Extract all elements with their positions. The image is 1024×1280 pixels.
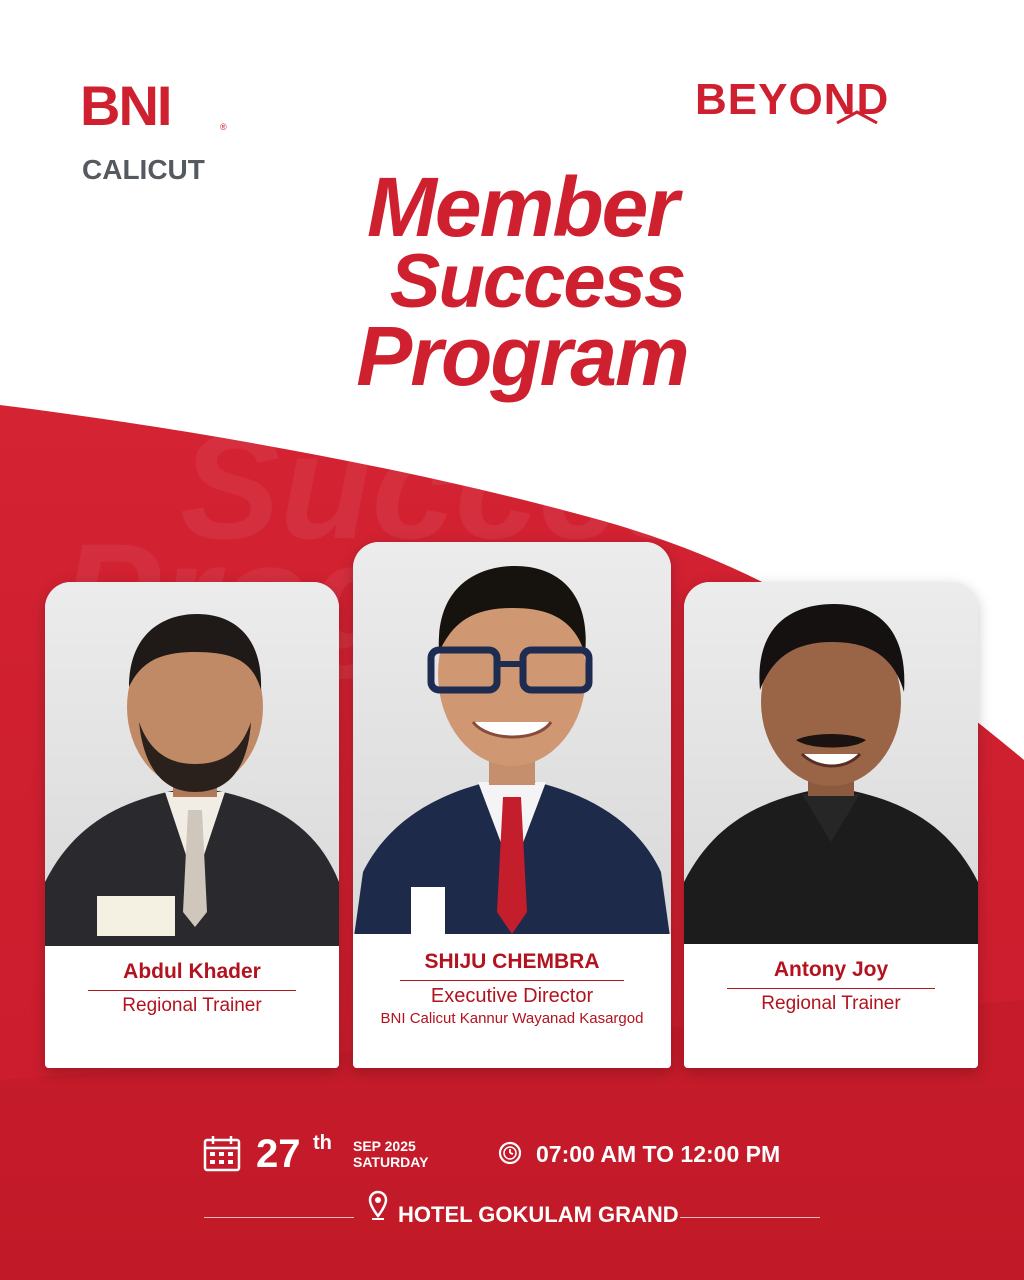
event-time: 07:00 AM TO 12:00 PM [536, 1141, 781, 1167]
speaker-photo [684, 582, 978, 954]
watermark-text: Success [180, 402, 789, 570]
event-day: 27 [256, 1132, 301, 1176]
clock-icon [498, 1141, 522, 1165]
event-weekday: SATURDAY [353, 1154, 429, 1170]
divider [727, 988, 935, 989]
person-portrait-icon [684, 582, 978, 954]
speaker-card [353, 542, 671, 1068]
calendar-icon [202, 1133, 242, 1173]
event-details [0, 1128, 1024, 1188]
venue-line-left [204, 1217, 354, 1218]
title-line-3: Program [356, 309, 688, 403]
person-portrait-icon [353, 542, 671, 944]
speaker-name: Antony Joy [773, 958, 889, 981]
beyond-wordmark: BEYOND [695, 75, 890, 124]
speaker-info [684, 944, 978, 1068]
chapter-city: CALICUT [82, 154, 205, 185]
program-title [0, 160, 1024, 403]
speaker-organization: BNI Calicut Kannur Wayanad Kasargod [380, 1010, 644, 1027]
registered-mark: ® [220, 122, 227, 132]
venue-row [0, 1190, 1024, 1230]
title-line-2: Success [389, 239, 685, 324]
speaker-info [45, 946, 339, 1068]
title-line-1: Member [366, 160, 678, 254]
speaker-role: Regional Trainer [761, 993, 901, 1014]
speaker-name: Abdul Khader [123, 960, 261, 983]
mountain-mark-icon [835, 110, 879, 124]
speaker-info [353, 934, 671, 1068]
event-venue: HOTEL GOKULAM GRAND [398, 1202, 679, 1227]
beyond-logo [695, 76, 945, 126]
speaker-role: Executive Director [430, 985, 594, 1007]
speaker-photo [45, 582, 339, 956]
venue-line-right [680, 1217, 820, 1218]
speaker-role: Regional Trainer [122, 995, 262, 1016]
speaker-name: SHIJU CHEMBRA [424, 950, 600, 973]
speaker-photo [353, 542, 671, 944]
person-portrait-icon [45, 582, 339, 956]
divider [400, 980, 624, 981]
event-month-year: SEP 2025 [353, 1138, 416, 1154]
speaker-card [684, 582, 978, 1068]
location-pin-icon [368, 1190, 388, 1220]
speaker-card [45, 582, 339, 1068]
bni-wordmark: BNI [80, 74, 171, 137]
divider [88, 990, 296, 991]
event-day-suffix: th [313, 1132, 332, 1154]
